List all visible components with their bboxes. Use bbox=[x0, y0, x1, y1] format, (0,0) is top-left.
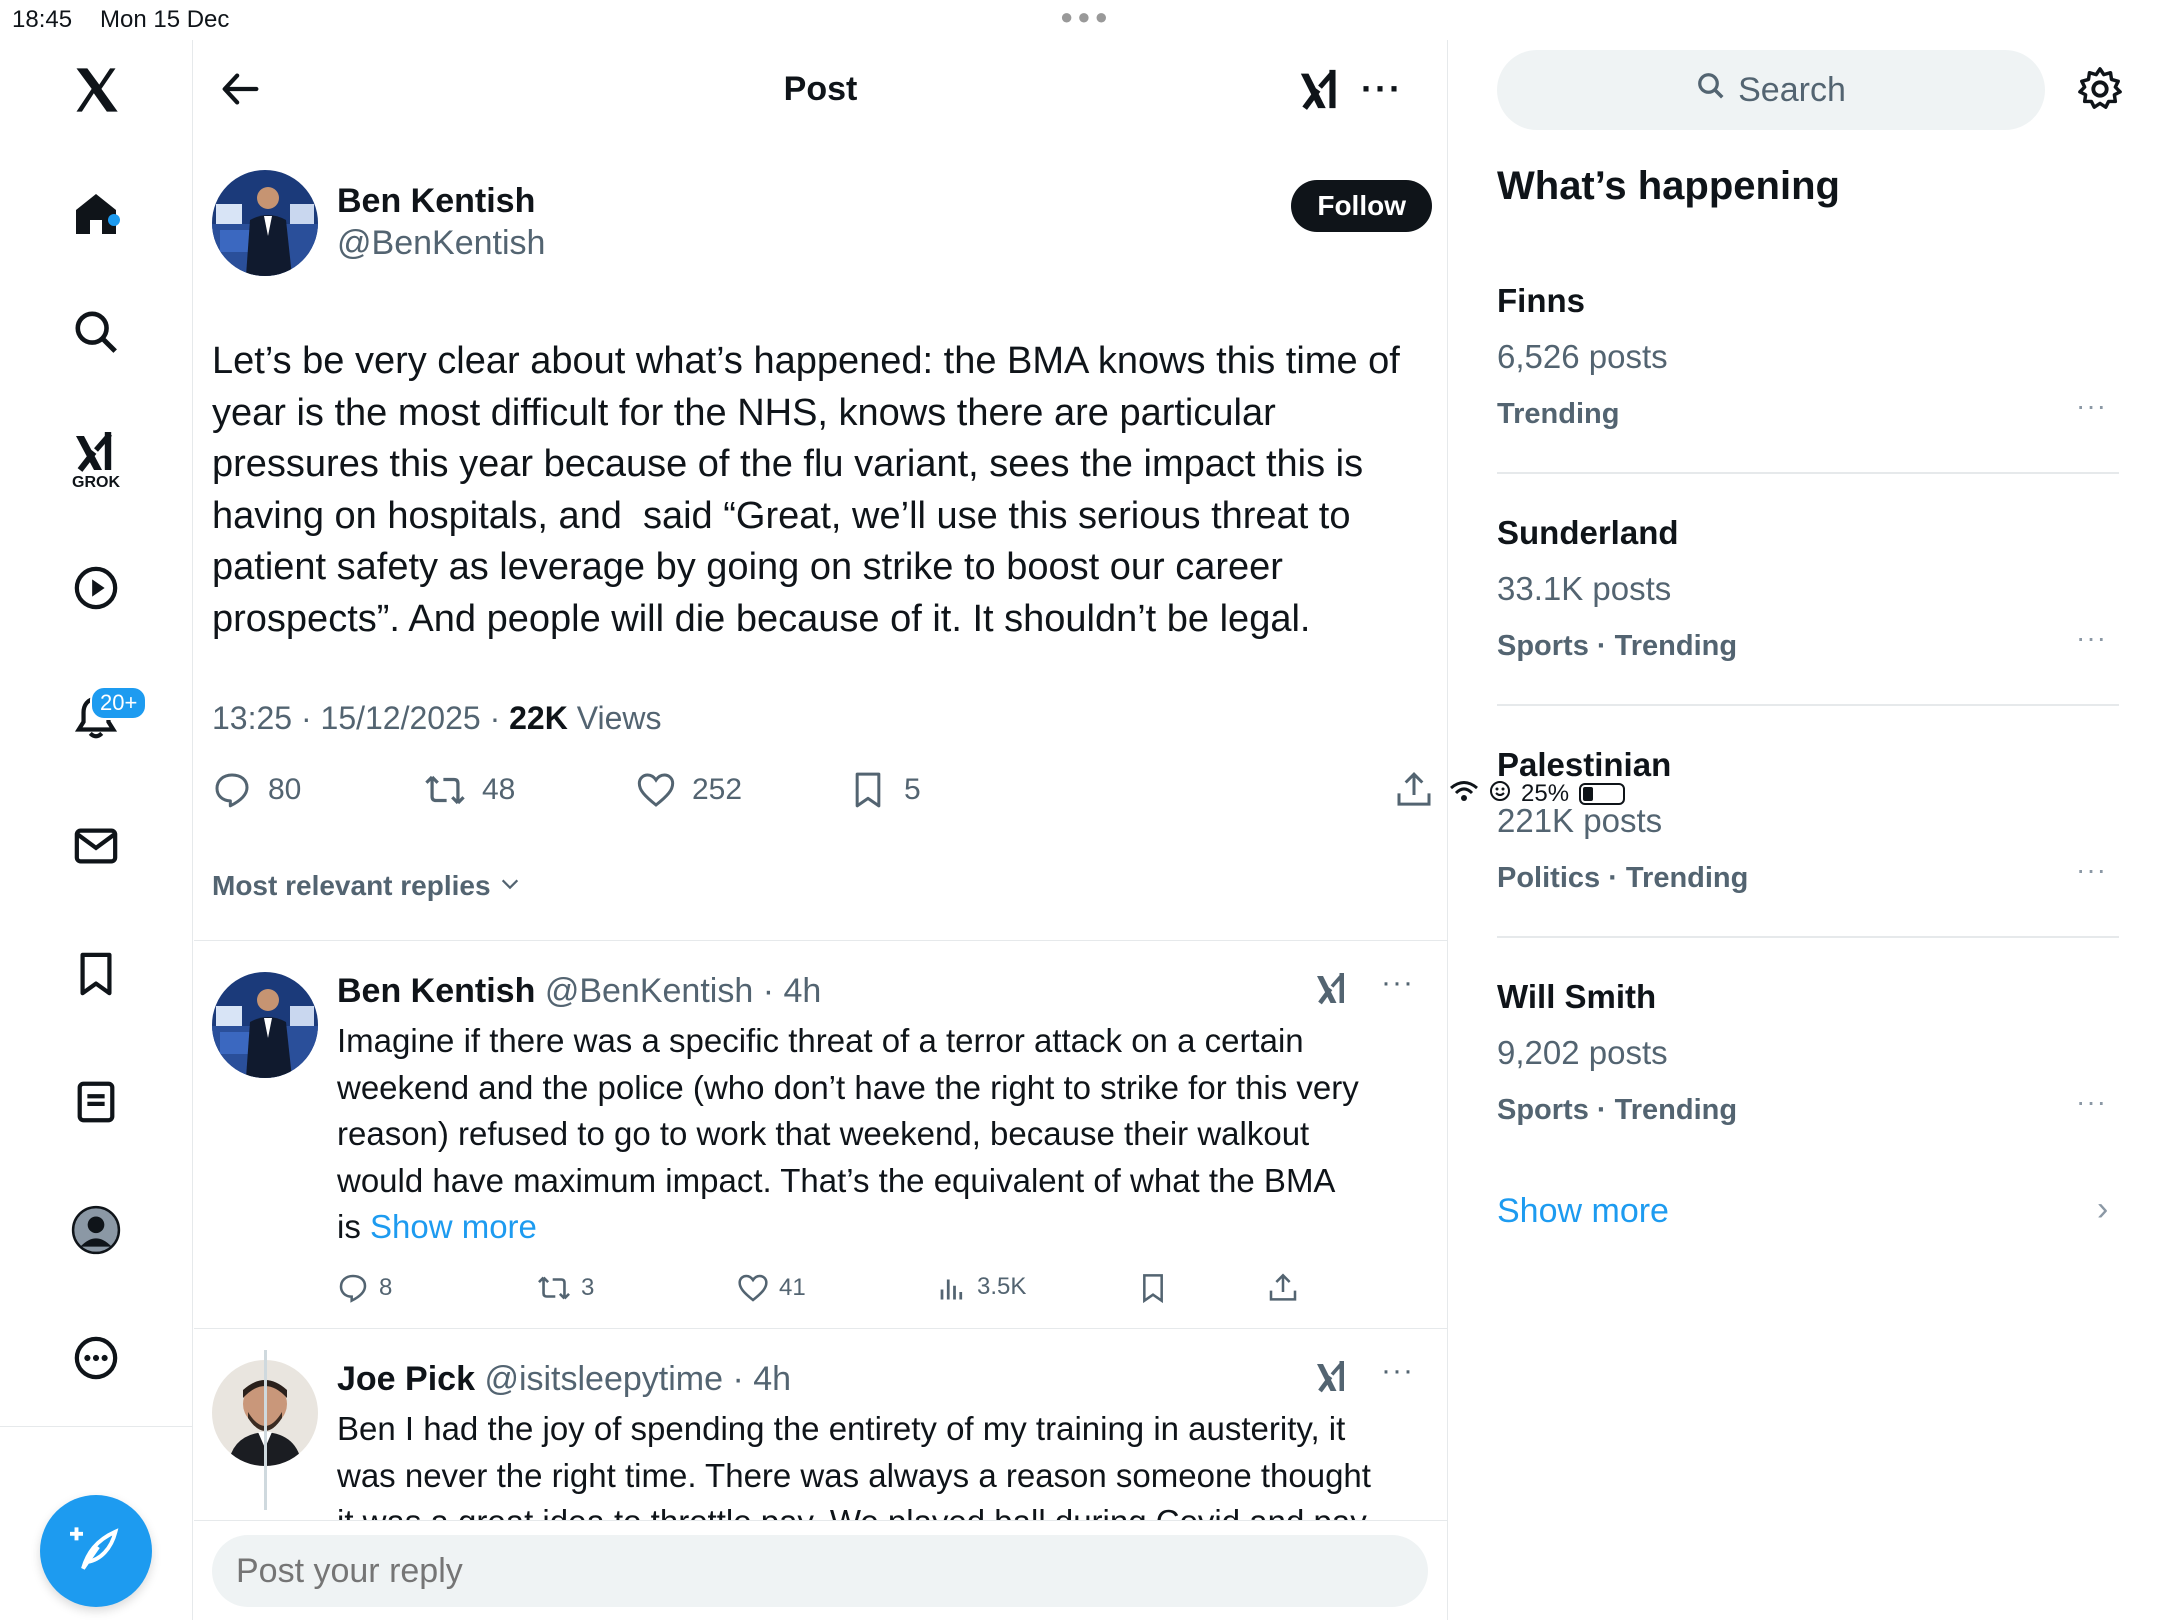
trend-name: Will Smith bbox=[1497, 978, 1657, 1015]
heart-icon bbox=[636, 770, 676, 810]
trend-category: Trending bbox=[1497, 398, 1620, 430]
trend-count: 221K posts bbox=[1497, 802, 1663, 839]
reply-actions bbox=[337, 1272, 1337, 1312]
divider bbox=[1497, 704, 2119, 706]
bookmark-button[interactable] bbox=[1137, 1272, 1169, 1304]
more-options-icon[interactable]: ··· bbox=[1381, 966, 1414, 999]
bookmark-icon bbox=[848, 770, 888, 810]
reply-button[interactable] bbox=[212, 770, 301, 810]
post-header bbox=[194, 40, 1447, 140]
reply-age: 4h bbox=[753, 1360, 792, 1398]
trend-item[interactable] bbox=[1497, 282, 2119, 482]
bookmark-button[interactable] bbox=[848, 770, 921, 810]
reply-text bbox=[337, 1018, 1397, 1251]
post-author bbox=[212, 170, 1432, 280]
repost-icon bbox=[424, 770, 466, 810]
like-count: 252 bbox=[692, 773, 743, 806]
notifications-badge: 20+ bbox=[90, 686, 147, 720]
gear-icon[interactable] bbox=[2077, 66, 2123, 117]
search-icon[interactable] bbox=[66, 302, 126, 362]
repost-button[interactable] bbox=[424, 770, 515, 810]
reply-text-content: Imagine if there was a specific threat of a terror attack on a certain weekend and the police (who don’t have the right to strike for this very reason) refused to go to work that weekend, because their walkout would have maximum impact. That’s the equivalent of what the BMA is bbox=[337, 1022, 1359, 1245]
share-button[interactable] bbox=[1394, 770, 1434, 810]
status-date: Mon 15 Dec bbox=[100, 6, 230, 33]
more-icon[interactable] bbox=[66, 1328, 126, 1388]
trend-item[interactable] bbox=[1497, 978, 2119, 1178]
divider bbox=[194, 1328, 1448, 1329]
reply-icon bbox=[212, 770, 252, 810]
reply-sort-dropdown[interactable] bbox=[212, 870, 521, 902]
multitask-dots-icon[interactable]: ●●● bbox=[1060, 4, 1112, 29]
more-options-icon[interactable]: ··· bbox=[2076, 1086, 2107, 1117]
post-date[interactable]: 15/12/2025 bbox=[320, 700, 481, 736]
reply-composer bbox=[194, 1520, 1448, 1620]
chevron-down-icon bbox=[499, 870, 521, 902]
trend-category: Sports · Trending bbox=[1497, 1094, 1738, 1126]
views-count: 22K bbox=[509, 700, 568, 736]
grok-icon[interactable] bbox=[1314, 970, 1350, 1011]
left-nav bbox=[0, 40, 193, 1620]
analytics-icon bbox=[937, 1272, 967, 1302]
reply-author-handle[interactable]: @BenKentish bbox=[544, 972, 754, 1010]
more-options-icon[interactable]: ··· bbox=[2076, 390, 2107, 421]
repost-button[interactable] bbox=[537, 1272, 594, 1304]
share-icon bbox=[1267, 1272, 1299, 1304]
reply-header: Ben Kentish @BenKentish · 4h bbox=[337, 972, 822, 1010]
reply-author-name[interactable]: Ben Kentish bbox=[337, 972, 536, 1010]
x-logo-icon[interactable] bbox=[66, 60, 126, 120]
reply-input[interactable] bbox=[212, 1535, 1428, 1607]
reply-item[interactable] bbox=[212, 1354, 1432, 1540]
reply-header: Joe Pick @isitsleepytime · 4h bbox=[337, 1360, 792, 1398]
more-options-icon[interactable]: ··· bbox=[1361, 68, 1403, 109]
search-placeholder: Search bbox=[1738, 70, 1846, 109]
reply-button[interactable] bbox=[337, 1272, 392, 1304]
trend-name: Finns bbox=[1497, 282, 1585, 319]
bookmark-count: 5 bbox=[904, 773, 921, 806]
right-sidebar bbox=[1449, 40, 2160, 1620]
post-text: Let’s be very clear about what’s happened: the BMA knows this time of year is the most difficult for the NHS, knows there are particular pressures this year because of the flu variant, sees the impact this is having on hospitals, and said “Great, we’ll use this serious threat to patient safety as leverage by going on strike to boost our career prospects”. And people will die because of it. It shouldn’t be legal. bbox=[212, 340, 1400, 640]
trend-category: Politics · Trending bbox=[1497, 862, 1749, 894]
reply-text: Ben I had the joy of spending the entirety of my training in austerity, it was never the right time. There was always a reason someone thought bbox=[337, 1410, 1371, 1494]
views-count: 3.5K bbox=[977, 1273, 1027, 1300]
divider bbox=[194, 940, 1448, 941]
author-name[interactable]: Ben Kentish bbox=[337, 182, 536, 220]
views-button[interactable] bbox=[937, 1272, 1026, 1302]
nav-divider bbox=[0, 1426, 193, 1427]
heart-icon bbox=[737, 1272, 769, 1304]
grok-label: GROK bbox=[72, 474, 120, 491]
show-more-link[interactable]: Show more bbox=[370, 1208, 537, 1245]
grok-icon[interactable] bbox=[1297, 66, 1343, 117]
bookmark-icon bbox=[1137, 1272, 1169, 1304]
battery-percent: 25% bbox=[1521, 780, 1570, 807]
whats-happening-title: What’s happening bbox=[1497, 164, 1840, 208]
repost-count: 3 bbox=[581, 1274, 595, 1301]
more-options-icon[interactable]: ··· bbox=[2076, 854, 2107, 885]
reply-count: 8 bbox=[379, 1274, 393, 1301]
author-handle[interactable]: @BenKentish bbox=[337, 224, 546, 262]
status-time: 18:45 bbox=[12, 6, 73, 33]
like-button[interactable] bbox=[737, 1272, 806, 1304]
search-icon bbox=[1696, 71, 1726, 110]
like-button[interactable] bbox=[636, 770, 742, 810]
trend-item[interactable] bbox=[1497, 514, 2119, 714]
post-actions bbox=[212, 770, 1432, 830]
home-unread-dot bbox=[108, 214, 120, 226]
compose-icon bbox=[70, 1523, 122, 1580]
bookmark-icon[interactable] bbox=[66, 944, 126, 1004]
page-title: Post bbox=[783, 70, 858, 108]
reply-item[interactable] bbox=[212, 966, 1432, 1312]
repost-icon bbox=[537, 1272, 571, 1304]
compose-button[interactable] bbox=[40, 1495, 152, 1607]
divider bbox=[1497, 472, 2119, 474]
reply-author-name[interactable]: Joe Pick bbox=[337, 1360, 475, 1398]
trend-category: Sports · Trending bbox=[1497, 630, 1738, 662]
more-options-icon[interactable]: ··· bbox=[1381, 1354, 1414, 1387]
post-detail-column bbox=[194, 40, 1448, 1620]
reply-count: 80 bbox=[268, 773, 302, 806]
more-options-icon[interactable]: ··· bbox=[2076, 622, 2107, 653]
reply-author-handle[interactable]: @isitsleepytime bbox=[484, 1360, 724, 1398]
trend-count: 33.1K posts bbox=[1497, 570, 1672, 607]
thread-line bbox=[264, 1350, 267, 1510]
divider bbox=[1497, 936, 2119, 938]
show-more-link[interactable]: Show more bbox=[1497, 1192, 1669, 1230]
avatar[interactable] bbox=[212, 170, 318, 276]
trend-count: 6,526 posts bbox=[1497, 338, 1668, 375]
post-meta: 13:25 · 15/12/2025 · 22K Views bbox=[212, 700, 662, 736]
avatar[interactable] bbox=[212, 972, 318, 1078]
chevron-right-icon[interactable]: › bbox=[2097, 1190, 2109, 1228]
reply-icon bbox=[337, 1272, 369, 1304]
search-input[interactable] bbox=[1497, 50, 2045, 130]
trend-count: 9,202 posts bbox=[1497, 1034, 1668, 1071]
follow-button[interactable]: Follow bbox=[1291, 180, 1432, 232]
trend-name: Sunderland bbox=[1497, 514, 1679, 551]
trend-item[interactable] bbox=[1497, 746, 2119, 946]
video-icon[interactable] bbox=[66, 558, 126, 618]
grok-icon[interactable] bbox=[66, 420, 126, 500]
trend-name: Palestinian bbox=[1497, 746, 1672, 783]
views-label: Views bbox=[576, 700, 662, 736]
profile-icon[interactable] bbox=[66, 1200, 126, 1260]
reply-sort-label: Most relevant replies bbox=[212, 870, 491, 901]
post-time[interactable]: 13:25 bbox=[212, 700, 293, 736]
lists-icon[interactable] bbox=[66, 1072, 126, 1132]
mail-icon[interactable] bbox=[66, 816, 126, 876]
share-icon bbox=[1394, 770, 1434, 810]
share-button[interactable] bbox=[1267, 1272, 1299, 1304]
like-count: 41 bbox=[779, 1274, 806, 1301]
repost-count: 48 bbox=[482, 773, 516, 806]
reply-age: 4h bbox=[783, 972, 822, 1010]
grok-icon[interactable] bbox=[1314, 1358, 1350, 1399]
